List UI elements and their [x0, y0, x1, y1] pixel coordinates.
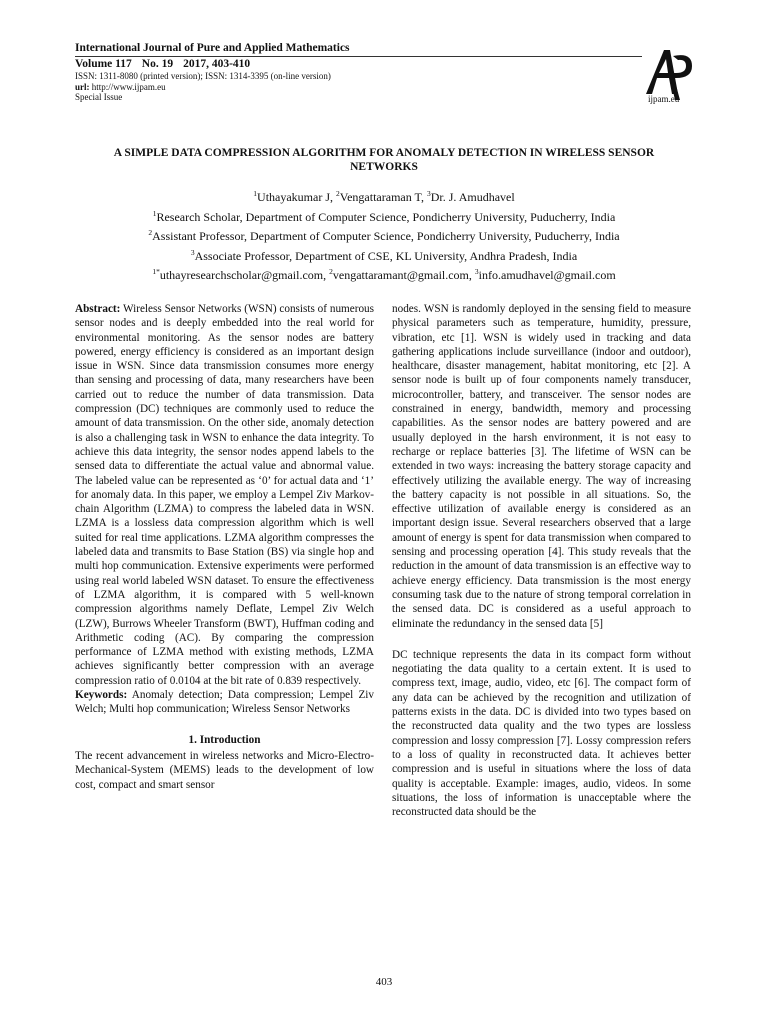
- journal-number: No. 19: [141, 58, 174, 70]
- email-link[interactable]: info.amudhavel@gmail.com: [478, 268, 616, 282]
- superscript: 2: [329, 267, 333, 276]
- superscript: 1*: [152, 267, 160, 276]
- paper-title: A SIMPLE DATA COMPRESSION ALGORITHM FOR ANOMALY DETECTION IN WIRELESS SENSOR NETWORKS: [113, 147, 655, 173]
- header-rule: [75, 56, 642, 57]
- affiliation-text: Research Scholar, Department of Computer Science, Pondicherry University, Puducherry, India: [156, 209, 616, 224]
- superscript: 1: [253, 189, 258, 198]
- journal-volume: Volume 117: [75, 58, 132, 70]
- intro-paragraph-continued: nodes. WSN is randomly deployed in the sensing field to measure physical parameters such as temperature, humidity, pressure, vibration, etc [1]. WSN is widely used in tracking and data gathering applications include surveillance (indoor and outdoor), healthcare, disaster management, habitat monitoring, etc [2]. A sensor node is built up of four components namely transducer, microcontroller, battery, and transceiver. The sensor nodes are constrained in energy, bandwidth, memory and processing capabilities. As the sensor nodes are battery powered and are usually deployed in the harsh environment, it is not easy to recharge or replace batteries [3]. The lifetime of WSN can be extended in two ways: increasing the battery storage capacity and effectively utilizing the available energy. The way of increasing the battery capacity is not possible in all situations. So, the effective utilization of available energy is considered as an important design issue. Several researchers observed that a large amount of energy is spent for data transmission when compared to sensing and processing operation [4]. This study reveals that the reduction in the amount of data transmission is an effective way to achieve energy efficiency. Data transmission is the most energy consuming task due to the nature of strong temporal correlation in the sensed data. DC is considered as a useful approach to eliminate the redundancy in the sensed data [5]: [392, 303, 691, 630]
- email-link[interactable]: vengattaramant@gmail.com,: [332, 268, 475, 282]
- journal-name: International Journal of Pure and Applied Mathematics: [75, 42, 350, 54]
- author-names: [70, 186, 698, 206]
- abstract-text: Wireless Sensor Networks (WSN) consists of numerous sensor nodes and is deeply embedded into the real world for environmental monitoring. As the sensor nodes are battery powered, energy efficiency is considered as an important design issue in WSN. Since data transmission consumes more energy than sensing and processing of data, many researchers have been carried out to reduce the number of data transmission. Data compression (DC) techniques are commonly used to reduce the amount of data transmission. On the other side, anomaly detection is also a challenging task in WSN to enhance the data integrity. To achieve this data integrity, the sensor nodes append labels to the sensed data to differentiate the actual value and abnormal value. The labeled value can be represented as ‘0’ for actual data and ‘1’ for anomaly data. In this paper, we employ a Lempel Ziv Markov-chain Algorithm (LZMA) to compress the labeled data in WSN. LZMA is a lossless data compression algorithm which is well suited for real time applications. LZMA algorithm compresses the labeled data and transmits to Base Station (BS) via single hop and multi hop communication. Extensive experiments were performed using real world labeled WSN dataset. To ensure the effectiveness of LZMA algorithm, it is compared with 5 well-known compression algorithms namely Deflate, Lempel Ziv Welch (LZW), Burrows Wheeler Transform (BWT), Huffman coding and Arithmetic coding (AC). By comparing the compression performance of LZMA method with existing methods, LZMA achieves significantly better compression with an average compression ratio of 0.0104 at the bit rate of 0.839 respectively.: [75, 303, 374, 687]
- superscript: 2: [148, 228, 153, 237]
- superscript: 1: [152, 208, 157, 218]
- affiliation-3: [70, 245, 698, 265]
- superscript: 3: [190, 247, 195, 257]
- abstract-label: Abstract:: [75, 303, 121, 315]
- authors-block: [70, 186, 698, 284]
- superscript: 3: [474, 267, 479, 276]
- journal-url[interactable]: http://www.ijpam.eu: [91, 81, 166, 92]
- superscript: 2: [336, 189, 340, 198]
- section-heading: 1. Introduction: [188, 733, 261, 746]
- author-emails: [70, 264, 698, 284]
- affiliation-text: Assistant Professor, Department of Computer Science, Pondicherry University, Puducherry, India: [152, 229, 620, 243]
- logo-site-label: ijpam.eu: [648, 94, 680, 104]
- abstract-paragraph: [75, 302, 374, 688]
- affiliation-2: [70, 225, 698, 245]
- journal-year-pages: 2017, 403-410: [183, 58, 251, 70]
- keywords-text: Anomaly detection; Data compression; Lempel Ziv Welch; Multi hop communication; Wireless Sensor Networks: [75, 689, 374, 716]
- paragraph-gap: [392, 631, 691, 648]
- page-number: 403: [375, 976, 393, 988]
- email-link[interactable]: uthayresearchscholar@gmail.com,: [159, 268, 330, 282]
- journal-url-label: url:: [75, 81, 90, 92]
- journal-url-line: [75, 82, 615, 93]
- dc-paragraph: DC technique represents the data in its compact form without negotiating the data quality to a certain extent. It is used to compress text, image, audio, video, etc [6]. The compact form of any data can be achieved by the recognition and utilization of patterns exists in the data. DC is divided into two types based on the reconstructed data quality and the two types are lossless compression and lossy compression [7]. Lossy compression refers to a loss of quality in reconstructed data. It achieves better compression and is useful in situations where the loss of data quality is acceptable. Example: images, audio, videos. In some situations, the loss of information is unacceptable where the reconstructed data should be the: [392, 648, 691, 819]
- superscript: 3: [426, 189, 431, 198]
- right-column: [392, 302, 691, 819]
- left-column: [75, 302, 374, 792]
- author-name: Uthayakumar J,: [257, 190, 337, 204]
- journal-issn: ISSN: 1311-8080 (printed version); ISSN: 1314-3395 (on-line version): [75, 71, 331, 81]
- special-issue-label: Special Issue: [75, 92, 123, 102]
- affiliation-1: [70, 206, 698, 226]
- journal-header: [75, 42, 615, 103]
- author-name: Vengattaraman T,: [339, 190, 427, 204]
- intro-paragraph: The recent advancement in wireless networks and Micro-Electro-Mechanical-System (MEMS) leads to the development of low cost, compact and smart sensor: [75, 749, 374, 791]
- keywords-label: Keywords:: [75, 689, 128, 702]
- affiliation-text: Associate Professor, Department of CSE, KL University, Andhra Pradesh, India: [194, 248, 578, 263]
- journal-volume-line: [75, 58, 615, 71]
- author-name: Dr. J. Amudhavel: [430, 190, 515, 204]
- keywords-paragraph: [75, 688, 374, 717]
